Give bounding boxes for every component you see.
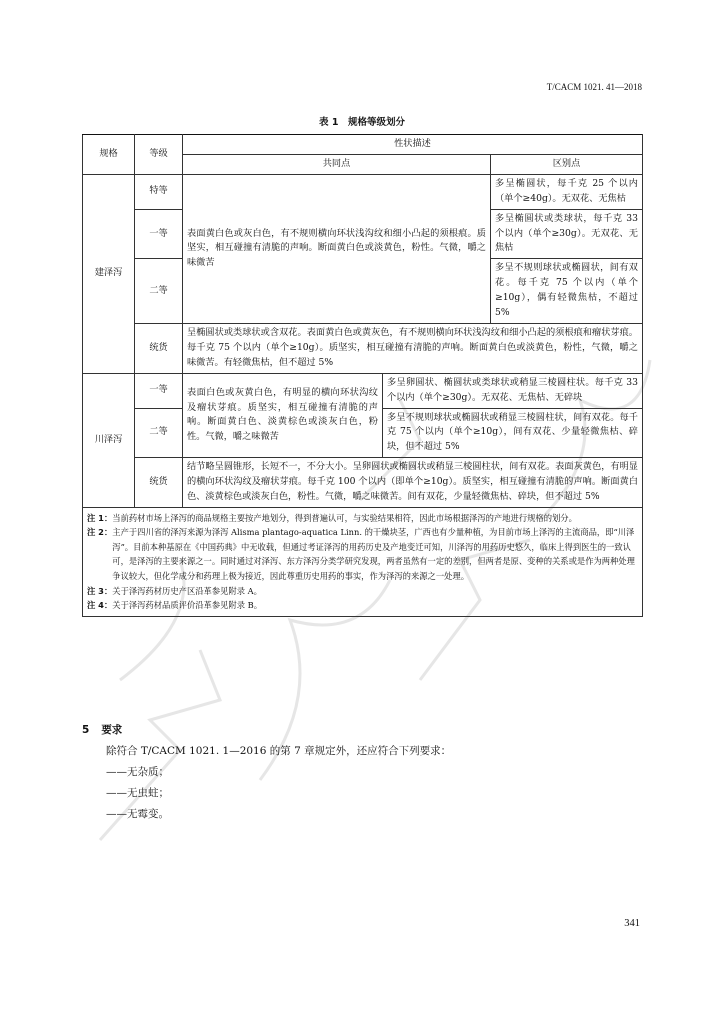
grade-cell: 二等 bbox=[135, 408, 183, 458]
header-spec: 规格 bbox=[83, 135, 135, 175]
grade-cell: 统货 bbox=[135, 323, 183, 373]
common-jian: 表面黄白色或灰白色，有不规则横向环状浅沟纹和细小凸起的须根痕。质坚实，相互碰撞有清脆的声响。断面黄白色或淡黄色，粉性。气微，嚼之味微苦 bbox=[183, 174, 491, 323]
grade-cell: 二等 bbox=[135, 259, 183, 324]
common-chuan: 表面白色或灰黄白色，有明显的横向环状沟纹及瘤状芽痕。质坚实，相互碰撞有清脆的声响。断面黄白色、淡黄棕色或淡灰白色，粉性。气微，嚼之味微苦 bbox=[183, 373, 383, 458]
document-code-header: T/CACM 1021. 41—2018 bbox=[546, 82, 642, 92]
grade-cell: 一等 bbox=[135, 209, 183, 259]
spec-chuan: 川泽泻 bbox=[83, 373, 135, 507]
spec-jian: 建泽泻 bbox=[83, 174, 135, 373]
table-caption: 表 1 规格等级划分 bbox=[319, 117, 405, 128]
diff-cell: 多呈椭圆状或类球状，每千克 33 个以内（单个≥30g）。无双花、无焦枯 bbox=[491, 209, 643, 259]
section-title: 要求 bbox=[101, 724, 123, 736]
diff-cell: 多呈椭圆状，每千克 25 个以内（单个≥40g）。无双花、无焦枯 bbox=[491, 174, 643, 209]
section-number: 5 bbox=[82, 724, 90, 736]
section-heading bbox=[82, 722, 122, 737]
grade-cell: 一等 bbox=[135, 373, 183, 408]
note-1: 注 1： 当前药材市场上泽泻的商品规格主要按产地划分，得到普遍认可，与实验结果相符，因此市场根据泽泻的产地进行规格的划分。 bbox=[87, 512, 577, 523]
table-row bbox=[83, 458, 643, 508]
grade-cell: 特等 bbox=[135, 174, 183, 209]
header-common: 共同点 bbox=[183, 154, 491, 174]
table-notes bbox=[83, 507, 643, 616]
diff-cell: 多呈不规则球状或椭圆状或稍显三棱圆柱状，间有双花。每千克 75 个以内（单个≥10g），间有双花、少量轻微焦枯、碎块，但不超过 5% bbox=[383, 408, 643, 458]
section-intro: 除符合 T/CACM 1021. 1—2016 的第 7 章规定外，还应符合下列要求： bbox=[106, 745, 452, 757]
diff-cell: 多呈不规则球状或椭圆状，间有双花。每千克 75 个以内（单个≥10g），偶有轻微焦枯，不超过 5% bbox=[491, 259, 643, 324]
table-row bbox=[83, 373, 643, 408]
tonghuo-desc: 结节略呈圆锥形，长短不一，不分大小。呈卵圆状或椭圆状或稍显三棱圆柱状，间有双花。表面灰黄色，有明显的横向环状沟纹及瘤状芽痕。每千克 100 个以内（即单个≥10g）。质坚实，相互碰撞有清脆的声响。断面黄白色、淡黄棕色或淡灰白色，粉性。气微，嚼之味微苦。间有双花，少量轻微焦枯、碎块，但不超过 5% bbox=[183, 458, 643, 508]
requirement-item: ——无杂质； bbox=[106, 766, 169, 778]
note-2: 注 2： 主产于四川省的泽泻来源为泽泻 Alisma plantago-aquatica Linn. 的干燥块茎，广西也有少量种植，为目前市场上泽泻的主流商品，即“川泽泻”。目前本种基原在《中国药典》中无收载，但通过考证泽泻的用药历史及产地变迁可知，川泽泻的用药历史悠久，临床上得到医生的一致认可，是泽泻的主要来源之一。同时通过对泽泻、东方泽泻分类学研究发现，两者虽然有一定的差别，但两者是原、变种的关系或是作为两种处理争议较大，但化学成分和药理上极为接近，因此尊重历史用药的事实，作为泽泻的来源之一处理。 bbox=[87, 527, 635, 581]
notes-row bbox=[83, 507, 643, 616]
note-4: 注 4： 关于泽泻药材品质评价沿革参见附录 B。 bbox=[87, 600, 263, 611]
page-number: 341 bbox=[624, 918, 640, 929]
header-diff: 区别点 bbox=[491, 154, 643, 174]
grade-cell: 统货 bbox=[135, 458, 183, 508]
requirement-item: ——无霉变。 bbox=[106, 808, 169, 820]
diff-cell: 多呈卵圆状、椭圆状或类球状或稍显三棱圆柱状。每千克 33 个以内（单个≥30g）。无双花、无焦枯、无碎块 bbox=[383, 373, 643, 408]
header-desc: 性状描述 bbox=[183, 135, 643, 155]
table-row bbox=[83, 323, 643, 373]
requirement-item: ——无虫蛀； bbox=[106, 787, 169, 799]
grade-table bbox=[82, 134, 643, 617]
note-3: 注 3： 关于泽泻药材历史产区沿革参见附录 A。 bbox=[87, 585, 262, 596]
table-header-row bbox=[83, 135, 643, 155]
header-grade: 等级 bbox=[135, 135, 183, 175]
tonghuo-desc: 呈椭圆状或类球状或含双花。表面黄白色或黄灰色，有不规则横向环状浅沟纹和细小凸起的须根痕和瘤状芽痕。每千克 75 个以内（单个≥10g）。质坚实，相互碰撞有清脆的声响。断面黄白色或淡黄色，粉性，气微，嚼之味微苦。有轻微焦枯，但不超过 5% bbox=[183, 323, 643, 373]
table-row bbox=[83, 174, 643, 209]
